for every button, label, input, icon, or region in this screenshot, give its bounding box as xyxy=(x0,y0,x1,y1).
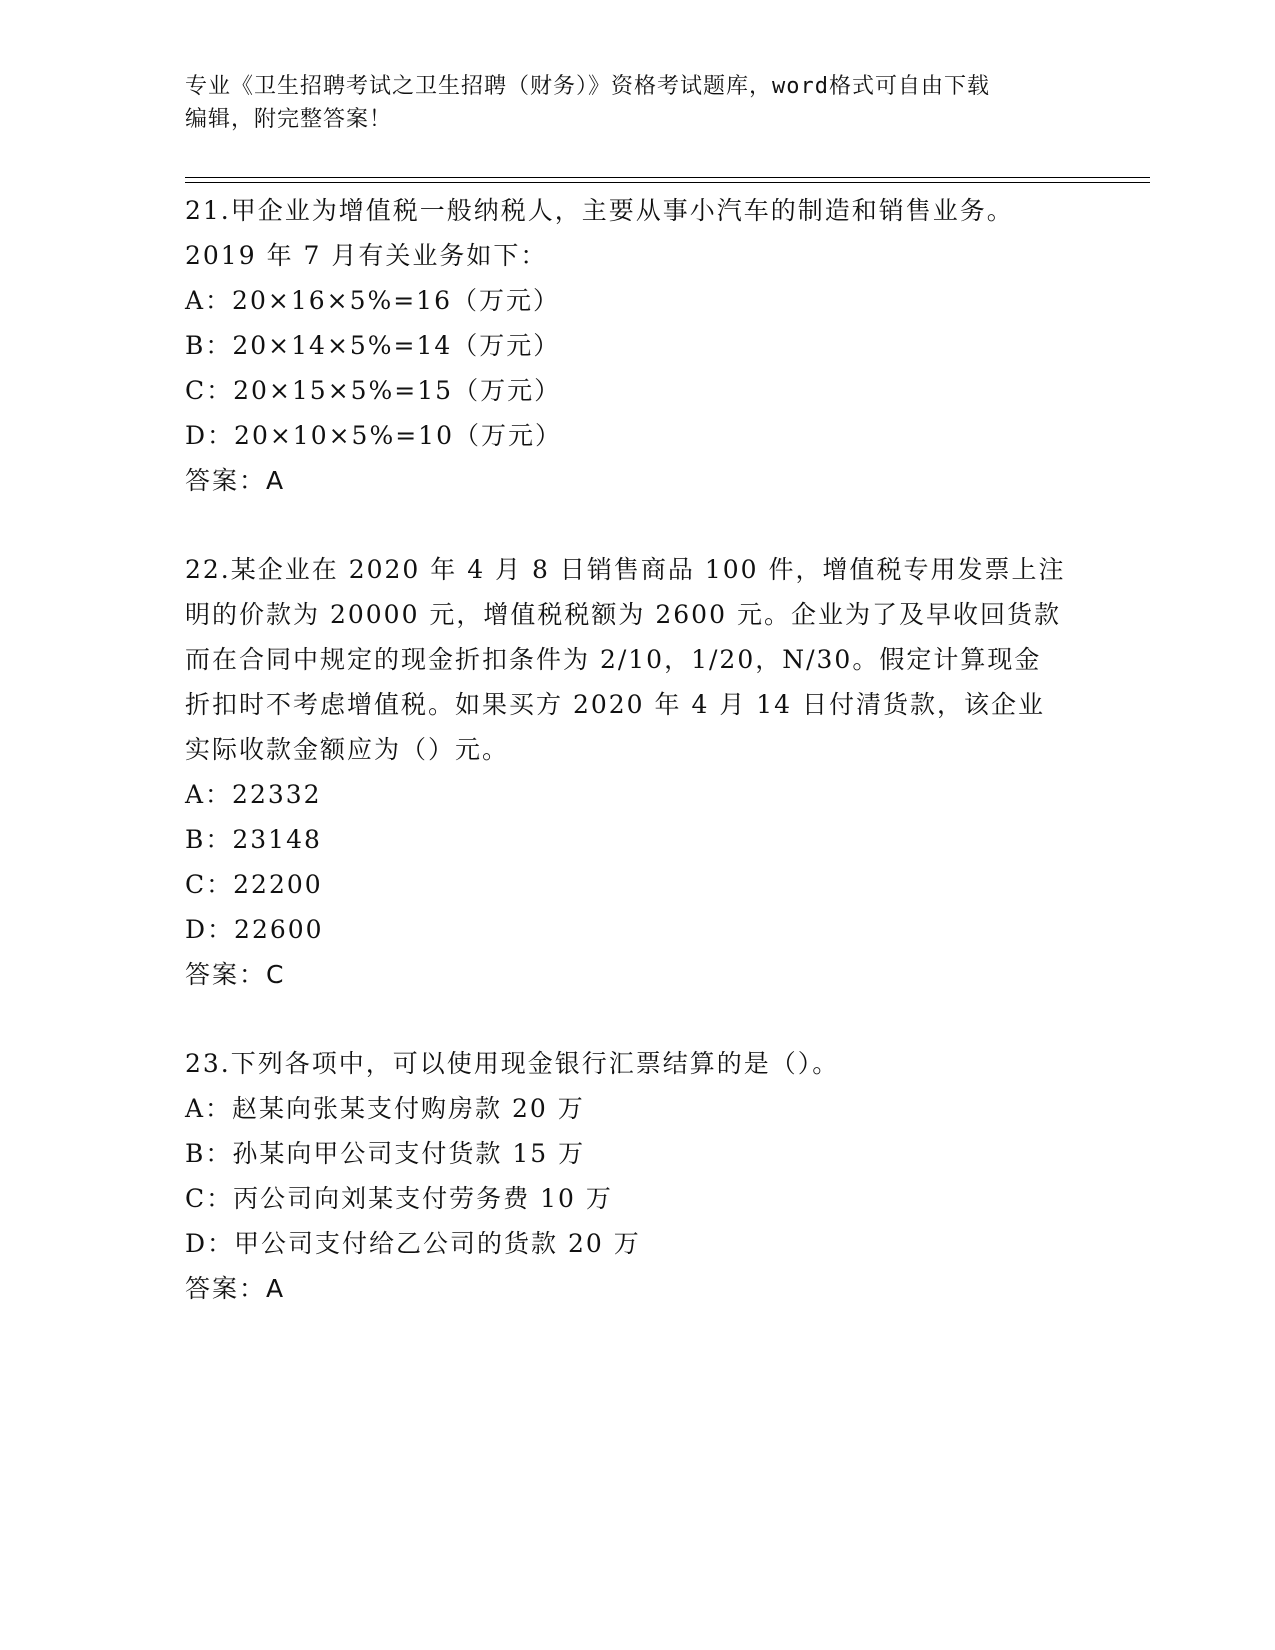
answer-label: 答案：A xyxy=(185,466,286,495)
question-21 xyxy=(185,188,1085,503)
answer-label: 答案：C xyxy=(185,960,286,989)
question-stem-line: 明的价款为 20000 元，增值税税额为 2600 元。企业为了及早收回货款 xyxy=(185,600,1061,629)
question-stem-line: 21.甲企业为增值税一般纳税人，主要从事小汽车的制造和销售业务。 xyxy=(185,196,1014,225)
question-stem-line: 折扣时不考虑增值税。如果买方 2020 年 4 月 14 日付清货款，该企业 xyxy=(185,690,1046,719)
header-divider-top xyxy=(185,177,1150,178)
option-c: C：丙公司向刘某支付劳务费 10 万 xyxy=(185,1184,613,1213)
question-23 xyxy=(185,1041,1085,1311)
header-line-2: 编辑，附完整答案！ xyxy=(185,107,393,132)
option-d: D：20×10×5%=10（万元） xyxy=(185,421,562,450)
header-line-1: 专业《卫生招聘考试之卫生招聘（财务）》资格考试题库，word格式可自由下载 xyxy=(185,74,990,99)
option-a: A：22332 xyxy=(185,780,322,809)
question-stem-line: 实际收款金额应为（）元。 xyxy=(185,735,510,764)
option-b: B：孙某向甲公司支付货款 15 万 xyxy=(185,1139,586,1168)
header-divider-bottom xyxy=(185,182,1150,183)
option-d: D：甲公司支付给乙公司的货款 20 万 xyxy=(185,1229,641,1258)
option-b: B：23148 xyxy=(185,825,322,854)
document-header xyxy=(185,70,1065,136)
question-stem-line: 而在合同中规定的现金折扣条件为 2/10，1/20，N/30。假定计算现金 xyxy=(185,645,1042,674)
option-c: C：22200 xyxy=(185,870,323,899)
option-a: A：20×16×5%=16（万元） xyxy=(185,286,560,315)
question-list xyxy=(185,188,1085,1355)
option-d: D：22600 xyxy=(185,915,324,944)
question-22 xyxy=(185,547,1085,997)
question-stem-line: 2019 年 7 月有关业务如下： xyxy=(185,241,548,270)
option-b: B：20×14×5%=14（万元） xyxy=(185,331,561,360)
question-stem-line: 22.某企业在 2020 年 4 月 8 日销售商品 100 件，增值税专用发票上注 xyxy=(185,555,1066,584)
answer-label: 答案：A xyxy=(185,1274,286,1303)
option-c: C：20×15×5%=15（万元） xyxy=(185,376,562,405)
question-stem-line: 23.下列各项中，可以使用现金银行汇票结算的是（）。 xyxy=(185,1049,840,1078)
option-a: A：赵某向张某支付购房款 20 万 xyxy=(185,1094,585,1123)
